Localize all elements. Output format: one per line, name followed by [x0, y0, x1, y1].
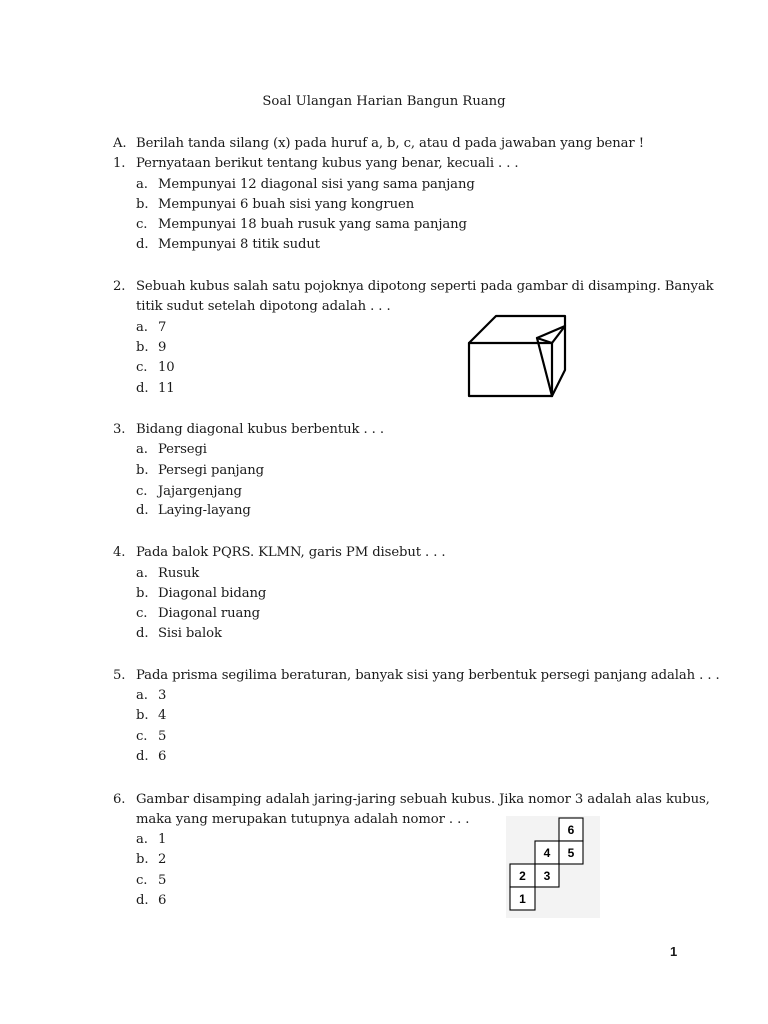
option-text: 5 — [158, 729, 167, 744]
option-text: 2 — [158, 852, 167, 867]
option-letter: a. — [136, 688, 148, 703]
option-letter: a. — [136, 442, 148, 457]
option-text: Mempunyai 8 titik sudut — [158, 237, 320, 252]
option-text: 11 — [158, 381, 175, 396]
question-text: Sebuah kubus salah satu pojoknya dipotong seperti pada gambar di disamping. Banyak — [136, 279, 714, 294]
cube-cut-face — [537, 326, 565, 343]
page-number: 1 — [670, 944, 678, 959]
option-text: 10 — [158, 360, 175, 375]
option-letter: d. — [136, 237, 149, 252]
question-number: 1. — [113, 156, 126, 171]
net-cell-label: 5 — [567, 846, 575, 860]
option-letter: b. — [136, 463, 149, 478]
option-text: Persegi panjang — [158, 463, 264, 478]
option-text: Mempunyai 12 diagonal sisi yang sama panjang — [158, 177, 475, 192]
question-text: Bidang diagonal kubus berbentuk . . . — [136, 422, 384, 437]
question-text: titik sudut setelah dipotong adalah . . . — [136, 299, 391, 314]
option-text: Sisi balok — [158, 626, 222, 641]
cube-outline — [469, 316, 565, 396]
cube-net-figure — [502, 816, 602, 918]
option-letter: d. — [136, 626, 149, 641]
option-letter: c. — [136, 484, 148, 499]
option-letter: a. — [136, 320, 148, 335]
net-cell-label: 2 — [519, 869, 526, 883]
option-letter: a. — [136, 177, 148, 192]
net-cell — [510, 887, 535, 910]
question-number: 2. — [113, 279, 126, 294]
question-text: Pernyataan berikut tentang kubus yang benar, kecuali . . . — [136, 156, 519, 171]
option-text: Laying-layang — [158, 503, 251, 518]
question-text: Pada balok PQRS. KLMN, garis PM disebut . . . — [136, 545, 446, 560]
option-text: Persegi — [158, 442, 207, 457]
option-letter: d. — [136, 503, 149, 518]
option-letter: c. — [136, 729, 148, 744]
option-text: 7 — [158, 320, 167, 335]
option-letter: c. — [136, 606, 148, 621]
question-number: 4. — [113, 545, 126, 560]
net-cell-label: 3 — [543, 869, 551, 883]
option-text: Diagonal ruang — [158, 606, 260, 621]
option-text: Mempunyai 18 buah rusuk yang sama panjang — [158, 217, 467, 232]
net-cell-label: 6 — [567, 823, 575, 837]
option-text: 3 — [158, 688, 167, 703]
page-title: Soal Ulangan Harian Bangun Ruang — [262, 94, 506, 109]
cube-cut-down — [537, 338, 552, 396]
option-text: Rusuk — [158, 566, 200, 581]
option-letter: a. — [136, 832, 148, 847]
truncated-cube-figure — [466, 312, 570, 400]
net-cell-label: 1 — [519, 892, 526, 906]
question-number: 3. — [113, 422, 126, 437]
net-cell — [559, 818, 583, 841]
option-text: 5 — [158, 873, 167, 888]
question-number: 5. — [113, 668, 126, 683]
option-text: Mempunyai 6 buah sisi yang kongruen — [158, 197, 415, 212]
option-letter: a. — [136, 566, 148, 581]
net-cell-label: 4 — [543, 846, 551, 860]
option-text: 9 — [158, 340, 167, 355]
question-text: Gambar disamping adalah jaring-jaring sebuah kubus. Jika nomor 3 adalah alas kubus, — [136, 792, 710, 807]
option-letter: b. — [136, 708, 149, 723]
option-text: 1 — [158, 832, 167, 847]
option-letter: b. — [136, 852, 149, 867]
option-text: Diagonal bidang — [158, 586, 267, 601]
section-instruction: Berilah tanda silang (x) pada huruf a, b, c, atau d pada jawaban yang benar ! — [136, 136, 644, 151]
section-marker: A. — [113, 136, 127, 151]
option-letter: b. — [136, 197, 149, 212]
option-letter: d. — [136, 893, 149, 908]
question-number: 6. — [113, 792, 126, 807]
option-text: 4 — [158, 708, 167, 723]
option-letter: b. — [136, 340, 149, 355]
option-letter: c. — [136, 360, 148, 375]
option-letter: d. — [136, 381, 149, 396]
net-cell — [510, 864, 535, 887]
option-letter: c. — [136, 217, 148, 232]
net-cell — [535, 864, 559, 887]
option-text: Jajargenjang — [158, 484, 242, 499]
question-text: maka yang merupakan tutupnya adalah nomor . . . — [136, 812, 470, 827]
option-text: 6 — [158, 749, 167, 764]
option-letter: c. — [136, 873, 148, 888]
net-cell — [559, 841, 583, 864]
option-letter: b. — [136, 586, 149, 601]
net-cell — [535, 841, 559, 864]
option-text: 6 — [158, 893, 167, 908]
question-text: Pada prisma segilima beraturan, banyak sisi yang berbentuk persegi panjang adalah . . . — [136, 668, 720, 683]
option-letter: d. — [136, 749, 149, 764]
